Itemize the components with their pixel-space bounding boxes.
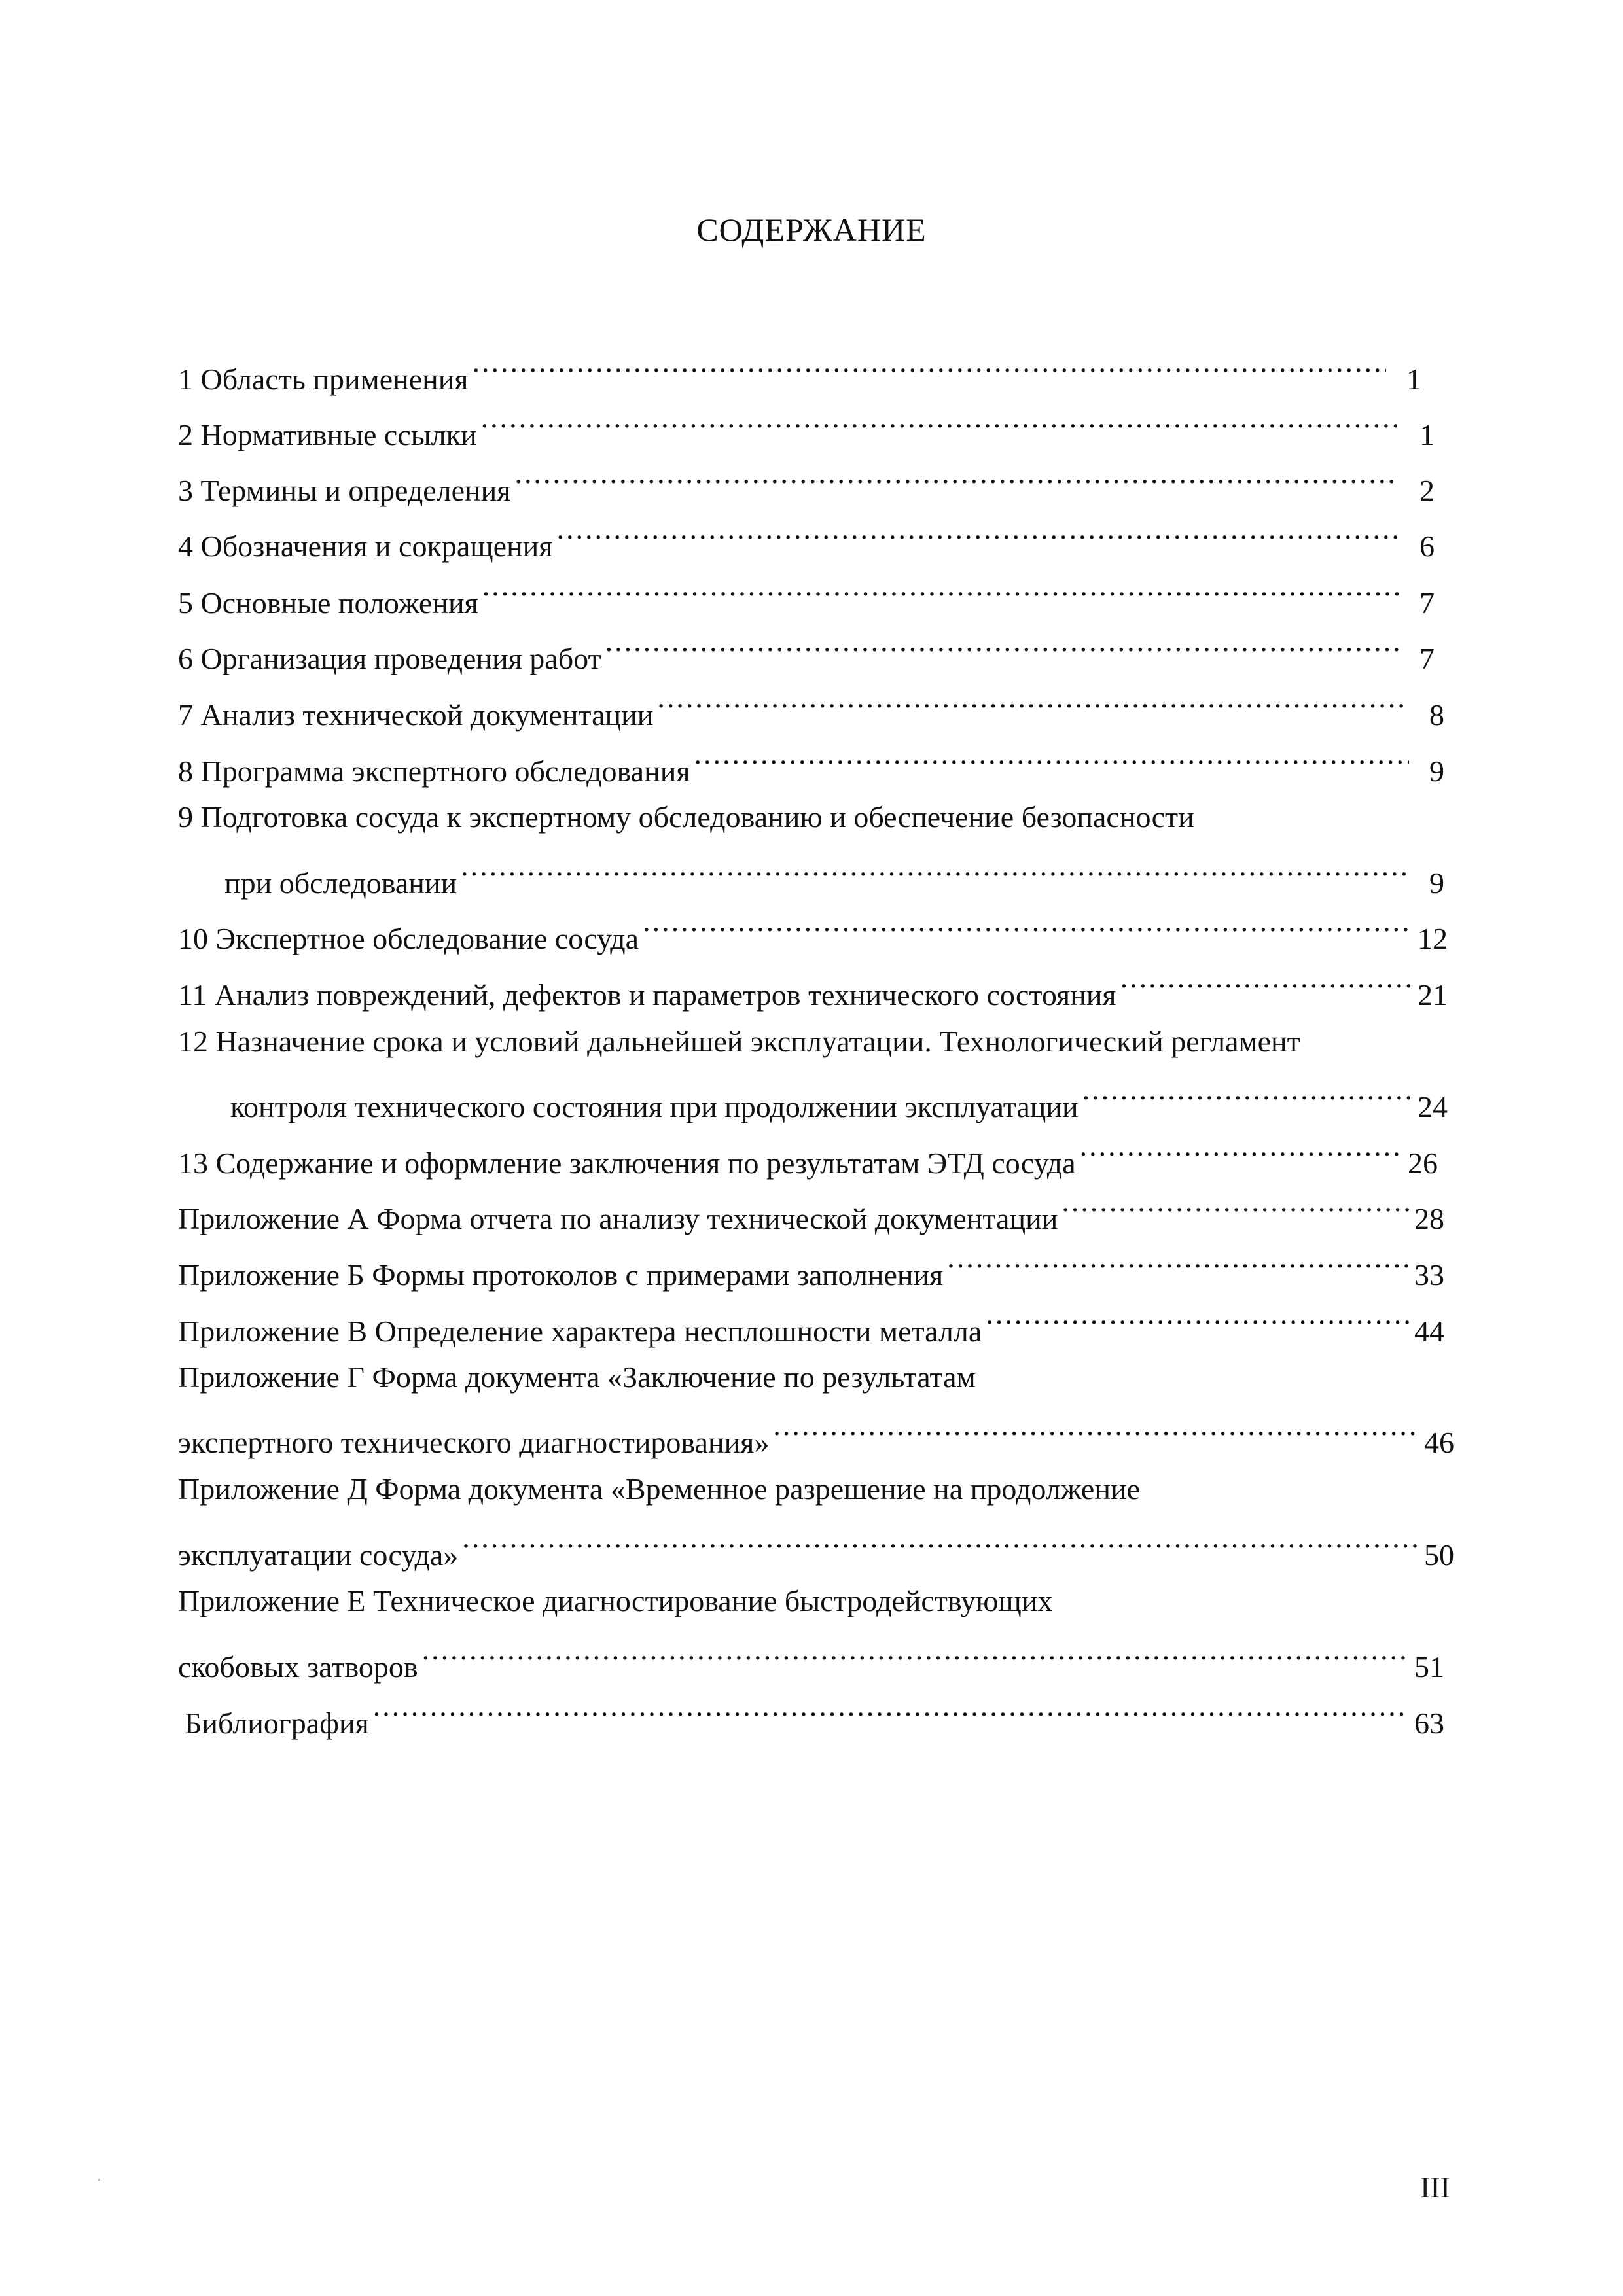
toc-leader-dots: [461, 854, 1409, 893]
toc-entry-appendix-g-line2: [178, 1413, 1454, 1459]
toc-leader-dots: [1120, 966, 1412, 1005]
toc-leader-dots: [373, 1694, 1409, 1733]
toc-entry-title: 9 Подготовка сосуда к экспертному обследованию и обеспечение безопасности: [178, 800, 1194, 834]
toc-entry-title-continued: эксплуатации сосуда»: [178, 1538, 459, 1572]
toc-entry-page: 9: [1429, 866, 1444, 900]
toc-entry-appendix-e-line1: [178, 1581, 1052, 1621]
toc-entry-title: 10 Экспертное обследование сосуда: [178, 922, 639, 955]
toc-entry-1: [178, 350, 1421, 396]
toc-entry-title-continued: скобовых затворов: [178, 1650, 418, 1684]
toc-entry-appendix-v: [178, 1302, 1444, 1348]
toc-entry-title: 2 Нормативные ссылки: [178, 418, 477, 451]
toc-entry-title: Приложение Б Формы протоколов с примерами заполнения: [178, 1258, 944, 1292]
toc-entry-page: 33: [1414, 1258, 1444, 1292]
toc-leader-dots: [422, 1638, 1409, 1677]
toc-entry-2: [178, 406, 1435, 451]
toc-entry-page: 50: [1424, 1538, 1454, 1572]
toc-entry-4: [178, 517, 1435, 563]
toc-entry-10: [178, 910, 1448, 955]
toc-leader-dots: [986, 1302, 1409, 1341]
toc-entry-title: 8 Программа экспертного обследования: [178, 754, 690, 788]
toc-entry-page: 24: [1418, 1090, 1448, 1123]
toc-entry-title: 7 Анализ технической документации: [178, 698, 654, 732]
toc-entry-title: 13 Содержание и оформление заключения по результатам ЭТД сосуда: [178, 1146, 1076, 1180]
toc-entry-page: 9: [1429, 754, 1444, 788]
toc-entry-12-line2: [230, 1078, 1448, 1123]
toc-entry-title: Приложение В Определение характера несплошности металла: [178, 1315, 982, 1348]
toc-leader-dots: [514, 461, 1399, 501]
scan-speck: [98, 2179, 100, 2181]
toc-entry-5: [178, 574, 1435, 620]
toc-leader-dots: [1061, 1190, 1409, 1229]
toc-entry-9-line2: [224, 854, 1444, 900]
toc-entry-title: Библиография: [185, 1706, 369, 1740]
toc-leader-dots: [556, 517, 1399, 556]
toc-entry-appendix-g-line1: [178, 1358, 976, 1397]
toc-entry-page: 26: [1408, 1146, 1438, 1180]
toc-leader-dots: [1082, 1078, 1412, 1117]
toc-entry-appendix-d-line2: [178, 1526, 1454, 1572]
toc-entry-7: [178, 686, 1444, 732]
toc-entry-page: 21: [1418, 978, 1448, 1012]
toc-leader-dots: [773, 1413, 1419, 1453]
toc-entry-page: 1: [1419, 418, 1435, 451]
page-title: СОДЕРЖАНИЕ: [696, 211, 927, 248]
toc-entry-page: 51: [1414, 1650, 1444, 1684]
toc-entry-appendix-e-line2: [178, 1638, 1444, 1684]
toc-entry-12-line1: [178, 1022, 1300, 1061]
toc-entry-title-continued: контроля технического состояния при продолжении эксплуатации: [230, 1090, 1079, 1123]
toc-entry-title: Приложение Д Форма документа «Временное разрешение на продолжение: [178, 1472, 1141, 1506]
toc-leader-dots: [462, 1526, 1419, 1565]
toc-entry-title: 6 Организация проведения работ: [178, 642, 601, 675]
toc-leader-dots: [473, 350, 1386, 389]
toc-entry-title-continued: экспертного технического диагностирования»: [178, 1426, 770, 1459]
page-number: III: [1420, 2170, 1450, 2204]
toc-entry-appendix-d-line1: [178, 1470, 1140, 1509]
toc-entry-title: 1 Область применения: [178, 362, 469, 396]
toc-entry-appendix-a: [178, 1190, 1444, 1235]
toc-entry-13: [178, 1134, 1438, 1180]
toc-leader-dots: [643, 910, 1412, 949]
toc-entry-page: 2: [1419, 474, 1435, 507]
toc-leader-dots: [947, 1246, 1409, 1285]
toc-leader-dots: [694, 742, 1409, 781]
toc-entry-page: 12: [1418, 922, 1448, 955]
toc-entry-appendix-b: [178, 1246, 1444, 1292]
toc-leader-dots: [481, 406, 1399, 445]
toc-entry-page: 28: [1414, 1202, 1444, 1235]
toc-entry-page: 8: [1429, 698, 1444, 732]
toc-entry-title: 4 Обозначения и сокращения: [178, 529, 553, 563]
toc-entry-page: 7: [1419, 642, 1435, 675]
toc-entry-title: 12 Назначение срока и условий дальнейшей эксплуатации. Технологический регламент: [178, 1025, 1300, 1058]
toc-entry-title: Приложение Г Форма документа «Заключение по результатам: [178, 1360, 976, 1394]
toc-entry-page: 7: [1419, 586, 1435, 620]
toc-entry-9-line1: [178, 798, 1194, 837]
toc-entry-title: 5 Основные положения: [178, 586, 478, 620]
toc-entry-page: 1: [1406, 362, 1421, 396]
toc-entry-title: 11 Анализ повреждений, дефектов и параметров технического состояния: [178, 978, 1116, 1012]
toc-entry-bibliography: [185, 1694, 1444, 1740]
toc-entry-title: 3 Термины и определения: [178, 474, 511, 507]
toc-entry-page: 46: [1424, 1426, 1454, 1459]
toc-entry-title-continued: при обследовании: [224, 866, 457, 900]
toc-entry-6: [178, 629, 1435, 675]
toc-entry-3: [178, 461, 1435, 507]
toc-entry-11: [178, 966, 1448, 1012]
toc-leader-dots: [605, 629, 1399, 669]
toc-entry-page: 44: [1414, 1315, 1444, 1348]
toc-entry-title: Приложение А Форма отчета по анализу технической документации: [178, 1202, 1058, 1235]
toc-entry-page: 6: [1419, 529, 1435, 563]
toc-leader-dots: [482, 574, 1399, 613]
toc-entry-8: [178, 742, 1444, 788]
toc-leader-dots: [1080, 1134, 1402, 1173]
toc-entry-page: 63: [1414, 1706, 1444, 1740]
toc-entry-title: Приложение Е Техническое диагностирование быстродействующих: [178, 1584, 1053, 1617]
toc-leader-dots: [657, 686, 1409, 725]
